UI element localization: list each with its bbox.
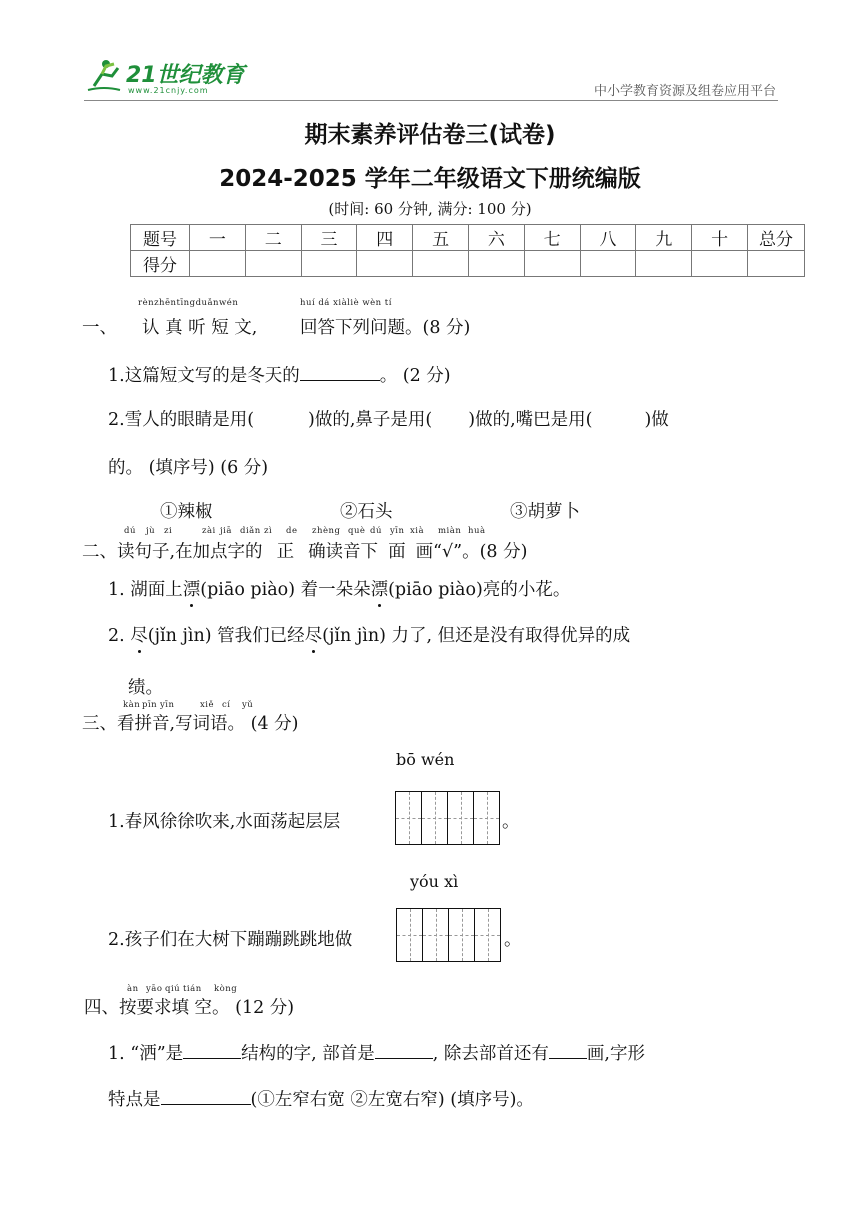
table-cell: 题号: [131, 225, 190, 251]
s4-q1-e: 特点是: [108, 1090, 161, 1110]
s3-pinyin: kàn: [123, 700, 141, 710]
s2-pinyin: què: [348, 526, 366, 536]
s3-title: 看拼音,写词语。 (4 分): [117, 714, 299, 734]
dotted-char: 漂: [371, 576, 389, 601]
s2-q1-a: 1. 湖面上: [108, 580, 183, 600]
s2-title-c: 确读音下: [308, 542, 379, 562]
s3-q1-pinyin: bō wén: [396, 750, 455, 769]
score-cell[interactable]: [245, 251, 301, 277]
s2-pinyin: xià: [410, 526, 425, 536]
s4-pinyin: kòng: [214, 984, 238, 994]
s1-pinyin-b: huí dá xiàliè wèn tí: [300, 298, 392, 308]
score-cell[interactable]: [748, 251, 805, 277]
s2-pinyin: zi: [164, 526, 173, 536]
grid-cell[interactable]: [396, 792, 422, 844]
s3-number: 三、: [82, 714, 117, 734]
s3-q1-text: 1.春风徐徐吹来,水面荡起层层: [108, 812, 341, 832]
s4-title-row: [84, 994, 294, 1019]
answer-blank[interactable]: [161, 1086, 251, 1105]
score-cell[interactable]: [413, 251, 469, 277]
s2-q2-c: (jǐn jìn) 力了, 但还是没有取得优异的成: [322, 626, 631, 646]
table-cell: 得分: [131, 251, 190, 277]
s4-pinyin: qiú: [165, 984, 181, 994]
score-table-score-row: [131, 251, 805, 277]
s1-q2-c: )做的,嘴巴是用(: [468, 410, 593, 430]
table-cell: 一: [190, 225, 246, 251]
s2-pinyin: zhèng: [312, 526, 341, 536]
table-cell: 六: [468, 225, 524, 251]
s2-pinyin: yīn: [390, 526, 405, 536]
s1-title-a: 认 真 听 短 文,: [142, 318, 258, 338]
score-cell[interactable]: [468, 251, 524, 277]
grid-cell[interactable]: [474, 792, 499, 844]
platform-name: 中小学教育资源及组卷应用平台: [593, 84, 776, 99]
exam-subtitle: 2024-2025 学年二年级语文下册统编版: [219, 166, 641, 192]
table-cell: 总分: [748, 225, 805, 251]
s2-pinyin: jiā: [220, 526, 232, 536]
s3-pinyin: xiě: [200, 700, 215, 710]
s3-q1-end: 。: [502, 812, 520, 832]
s2-pinyin: zài: [202, 526, 216, 536]
table-cell: 四: [357, 225, 413, 251]
s3-pinyin: cí: [222, 700, 231, 710]
answer-blank[interactable]: [183, 1040, 241, 1059]
s2-pinyin: miàn: [438, 526, 462, 536]
s2-pinyin: dú: [370, 526, 382, 536]
tianzige-grid[interactable]: [396, 908, 501, 962]
table-cell: 八: [580, 225, 636, 251]
dotted-char: 尽: [305, 622, 323, 647]
s4-title: 按要求填 空。 (12 分): [119, 998, 295, 1018]
score-table: [130, 224, 805, 277]
exam-time-info: (时间: 60 分钟, 满分: 100 分): [328, 200, 532, 218]
grid-cell[interactable]: [397, 909, 423, 961]
s1-option-2: ②石头: [340, 502, 393, 522]
s3-pinyin: pīn: [142, 700, 158, 710]
score-table-header-row: [131, 225, 805, 251]
dotted-char: 漂: [183, 576, 201, 601]
score-cell[interactable]: [301, 251, 357, 277]
score-cell[interactable]: [580, 251, 636, 277]
logo-url: www.21cnjy.com: [128, 86, 209, 95]
s2-q1-c: (piāo piào)亮的小花。: [388, 580, 571, 600]
s2-title-e: 画“√”。(8 分): [415, 542, 528, 562]
s4-pinyin: tián: [183, 984, 202, 994]
score-cell[interactable]: [524, 251, 580, 277]
s2-pinyin: dú: [124, 526, 136, 536]
s1-q1-end: 。 (2 分): [379, 366, 451, 386]
s1-q2-tail: 的。 (填序号) (6 分): [108, 458, 269, 478]
s1-q1-text: 1.这篇短文写的是冬天的: [108, 366, 300, 386]
s1-option-1: ①辣椒: [160, 502, 213, 522]
s2-pinyin: huà: [468, 526, 486, 536]
table-cell: 二: [245, 225, 301, 251]
s4-q1-f: (①左窄右宽 ②左宽右窄) (填序号)。: [250, 1090, 534, 1110]
table-cell: 十: [692, 225, 748, 251]
s1-option-3: ③胡萝卜: [510, 502, 580, 522]
s3-pinyin: yǔ: [242, 700, 254, 710]
s1-q2-d: )做: [644, 410, 669, 430]
s2-q1-b: (piāo piào) 着一朵朵: [200, 580, 371, 600]
s2-title-d: 面: [388, 542, 406, 562]
grid-cell[interactable]: [448, 792, 474, 844]
s4-pinyin: àn: [127, 984, 139, 994]
s1-title-b: 回答下列问题。(8 分): [300, 318, 471, 338]
exam-title: 期末素养评估卷三(试卷): [304, 122, 556, 148]
s3-title-row: [82, 710, 298, 735]
s2-pinyin: zì: [264, 526, 273, 536]
s4-q1-c: , 除去部首还有: [432, 1044, 549, 1064]
s2-title-b: 正: [276, 542, 295, 562]
header-divider: [84, 100, 778, 101]
answer-blank[interactable]: [300, 362, 380, 381]
s2-title-a: 读句子,在加点字的: [117, 542, 263, 562]
answer-blank[interactable]: [375, 1040, 433, 1059]
grid-cell[interactable]: [449, 909, 475, 961]
s3-pinyin: yīn: [160, 700, 175, 710]
logo-text: 21世纪教育: [126, 63, 245, 88]
score-cell[interactable]: [357, 251, 413, 277]
s1-q2: [108, 406, 669, 431]
s2-q2-b: (jǐn jìn) 管我们已经: [147, 626, 305, 646]
s4-q1-d: 画,字形: [586, 1044, 645, 1064]
table-cell: 七: [524, 225, 580, 251]
s1-q1: [108, 362, 451, 387]
s2-q2: [108, 622, 630, 647]
s2-number: 二、: [82, 542, 117, 562]
dotted-char: 尽: [130, 622, 148, 647]
s4-q1-b: 结构的字, 部首是: [241, 1044, 375, 1064]
s3-q2-end: 。: [504, 930, 522, 950]
s1-q2-b: )做的,鼻子是用(: [308, 410, 433, 430]
s2-q2-tail: 绩。: [128, 678, 163, 698]
s3-q2-pinyin: yóu xì: [410, 872, 459, 891]
score-cell[interactable]: [190, 251, 246, 277]
grid-cell[interactable]: [423, 909, 449, 961]
s1-q2-a: 2.雪人的眼睛是用(: [108, 410, 255, 430]
s4-q1: [108, 1040, 645, 1065]
table-cell: 五: [413, 225, 469, 251]
s2-title: [82, 538, 527, 563]
answer-blank[interactable]: [549, 1040, 587, 1059]
s4-pinyin: yāo: [146, 984, 163, 994]
s3-q2-text: 2.孩子们在大树下蹦蹦跳跳地做: [108, 930, 353, 950]
table-cell: 九: [636, 225, 692, 251]
s2-pinyin: jù: [146, 526, 156, 536]
s1-number: 一、: [82, 318, 117, 338]
s4-number: 四、: [84, 998, 119, 1018]
grid-cell[interactable]: [475, 909, 500, 961]
grid-cell[interactable]: [422, 792, 448, 844]
s1-pinyin-a: rènzhēntīngduǎnwén: [138, 298, 239, 308]
tianzige-grid[interactable]: [395, 791, 500, 845]
s2-pinyin: de: [286, 526, 298, 536]
table-cell: 三: [301, 225, 357, 251]
s4-q1-a: 1. “洒”是: [108, 1044, 184, 1064]
s2-q2-a: 2.: [108, 626, 131, 646]
score-cell[interactable]: [692, 251, 748, 277]
score-cell[interactable]: [636, 251, 692, 277]
s2-pinyin: diǎn: [240, 526, 261, 536]
s4-q1-line2: [108, 1086, 534, 1111]
s2-q1: [108, 576, 570, 601]
